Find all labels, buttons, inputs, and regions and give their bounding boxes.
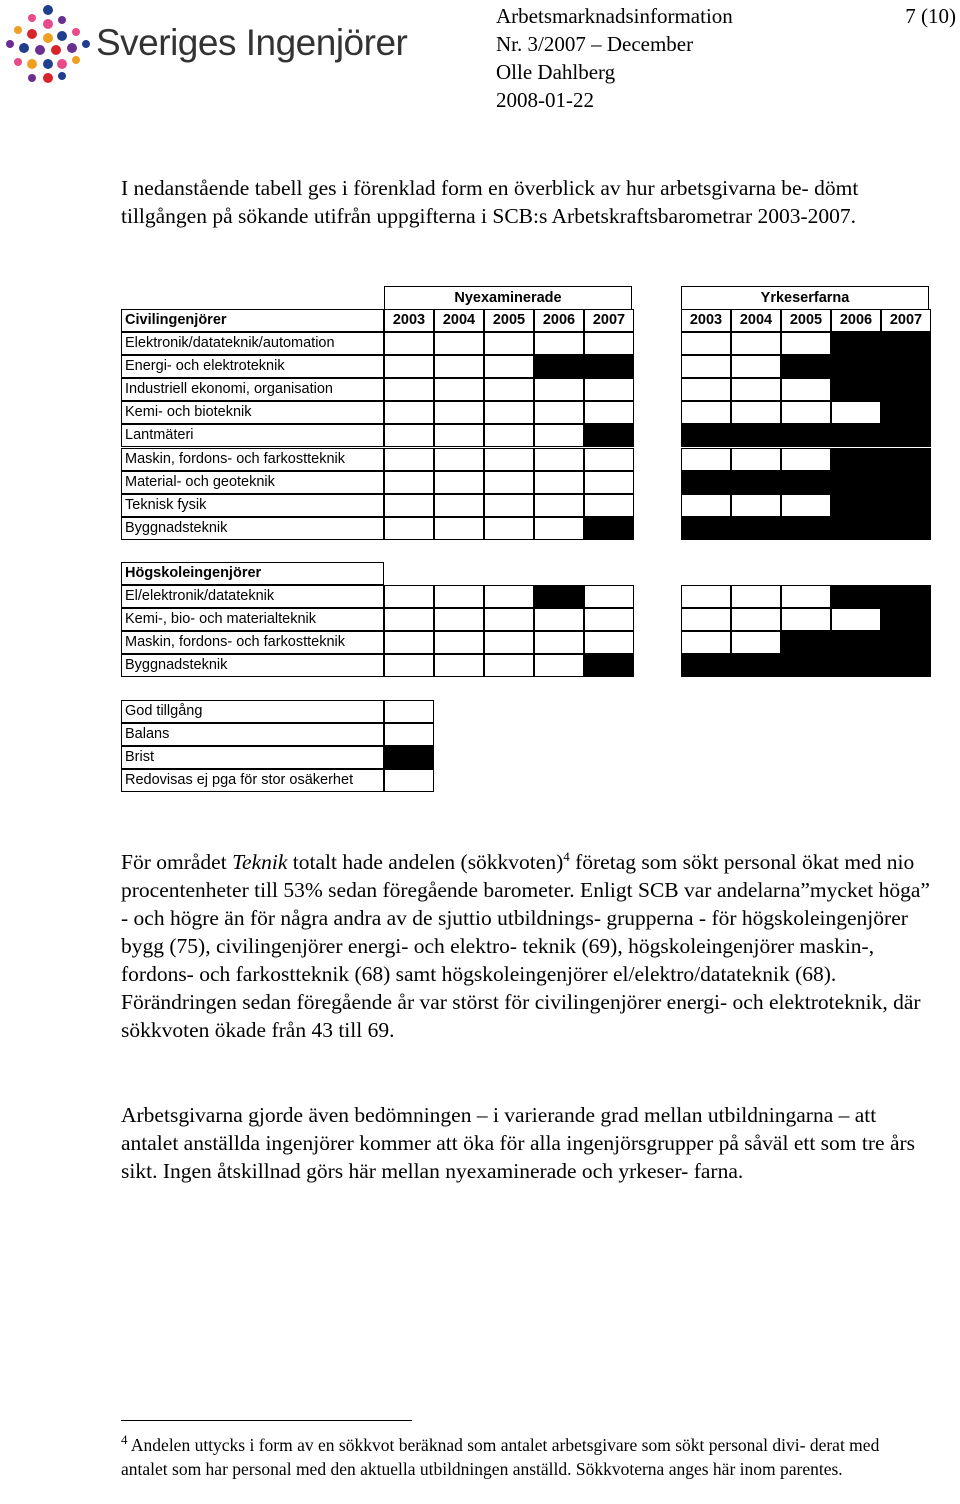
- status-cell-experienced: [731, 608, 781, 631]
- logo-text: Sveriges Ingenjörer: [96, 22, 408, 63]
- status-cell-experienced: [681, 654, 731, 677]
- status-cell-experienced: [831, 608, 881, 631]
- status-cell-new: [484, 585, 534, 608]
- status-cell-new: [584, 471, 634, 494]
- status-cell-new: [584, 401, 634, 424]
- page-number: 7 (10): [905, 4, 956, 28]
- status-cell-experienced: [731, 654, 781, 677]
- status-cell-new: [384, 769, 434, 792]
- intro-paragraph: I nedanstående tabell ges i förenklad form en överblick av hur arbetsgivarna be- dömt tillgången på sökande utifrån uppgifterna i SCB:s Arbetskraftsbarometrar 2003-2007.: [121, 176, 859, 228]
- group-header-experienced: Yrkeserfarna: [681, 286, 929, 310]
- status-cell-new: [384, 631, 434, 654]
- status-cell-new: [584, 494, 634, 517]
- status-cell-experienced: [731, 471, 781, 494]
- status-cell-experienced: [831, 448, 881, 471]
- status-cell-experienced: [881, 401, 931, 424]
- footnote-divider: [121, 1420, 412, 1421]
- status-cell-new: 2007: [584, 309, 634, 332]
- status-cell-experienced: [781, 355, 831, 378]
- status-cell-experienced: [681, 401, 731, 424]
- status-cell-experienced: [681, 332, 731, 355]
- status-cell-new: [434, 471, 484, 494]
- status-cell-new: [484, 332, 534, 355]
- status-cell-new: [384, 700, 434, 723]
- status-cell-new: [534, 654, 584, 677]
- status-cell-new: [384, 517, 434, 540]
- status-cell-experienced: [681, 494, 731, 517]
- status-cell-new: [584, 332, 634, 355]
- logo-dots-icon: [4, 2, 96, 86]
- status-cell-experienced: 2006: [831, 309, 881, 332]
- status-cell-experienced: [881, 631, 931, 654]
- status-cell-experienced: [681, 448, 731, 471]
- status-cell-experienced: [831, 585, 881, 608]
- status-cell-experienced: [731, 448, 781, 471]
- status-cell-experienced: [831, 401, 881, 424]
- status-cell-new: [434, 332, 484, 355]
- status-cell-new: [434, 401, 484, 424]
- status-cell-experienced: [681, 424, 731, 447]
- status-cell-new: [484, 448, 534, 471]
- status-cell-experienced: [881, 355, 931, 378]
- status-cell-new: [384, 332, 434, 355]
- status-cell-new: [534, 494, 584, 517]
- status-cell-new: [584, 378, 634, 401]
- meta-author: Olle Dahlberg: [496, 60, 616, 84]
- footnote-text: Andelen uttycks i form av en sökkvot beräknad som antalet arbetsgivare som sökt personal divi- derat med antalet som har personal med den aktuella utbildningen anställd. Sökkvoterna anges här inom parentes.: [121, 1435, 880, 1479]
- status-cell-new: [584, 585, 634, 608]
- status-cell-experienced: [881, 448, 931, 471]
- status-cell-experienced: [881, 494, 931, 517]
- status-cell-new: [434, 494, 484, 517]
- status-cell-new: [384, 424, 434, 447]
- status-cell-experienced: [831, 631, 881, 654]
- status-cell-experienced: [781, 585, 831, 608]
- document-meta: [496, 2, 733, 114]
- status-cell-new: [434, 378, 484, 401]
- status-cell-experienced: [881, 654, 931, 677]
- status-cell-experienced: [681, 355, 731, 378]
- status-cell-experienced: [731, 355, 781, 378]
- status-cell-experienced: [881, 378, 931, 401]
- status-cell-new: [384, 608, 434, 631]
- row-label: Högskoleingenjörer: [121, 562, 384, 585]
- status-cell-new: [484, 654, 534, 677]
- status-cell-new: [534, 448, 584, 471]
- status-cell-experienced: [831, 378, 881, 401]
- status-cell-experienced: [881, 608, 931, 631]
- status-cell-new: [484, 631, 534, 654]
- status-cell-new: [434, 608, 484, 631]
- status-cell-experienced: 2003: [681, 309, 731, 332]
- status-cell-new: [434, 517, 484, 540]
- status-cell-new: [484, 424, 534, 447]
- status-cell-new: [484, 401, 534, 424]
- status-cell-new: [484, 471, 534, 494]
- status-cell-experienced: [781, 448, 831, 471]
- status-cell-experienced: [781, 631, 831, 654]
- status-cell-experienced: [831, 654, 881, 677]
- status-cell-new: [384, 723, 434, 746]
- row-label: Civilingenjörer: [121, 309, 384, 332]
- status-cell-new: [384, 746, 434, 769]
- status-cell-new: [484, 494, 534, 517]
- status-cell-experienced: [781, 654, 831, 677]
- status-cell-new: [584, 448, 634, 471]
- status-cell-experienced: [831, 471, 881, 494]
- status-cell-experienced: [881, 471, 931, 494]
- logo: [4, 2, 408, 86]
- status-cell-new: [534, 608, 584, 631]
- status-cell-new: [384, 448, 434, 471]
- status-cell-experienced: [681, 608, 731, 631]
- status-cell-new: [484, 608, 534, 631]
- status-cell-experienced: [881, 332, 931, 355]
- status-cell-new: [534, 585, 584, 608]
- row-label: God tillgång: [121, 700, 384, 723]
- status-cell-experienced: [831, 494, 881, 517]
- row-label: Teknisk fysik: [121, 494, 384, 517]
- status-cell-new: [584, 517, 634, 540]
- status-cell-new: [584, 355, 634, 378]
- status-cell-experienced: [781, 401, 831, 424]
- status-cell-experienced: [731, 378, 781, 401]
- status-cell-experienced: [731, 494, 781, 517]
- status-cell-new: 2006: [534, 309, 584, 332]
- status-cell-experienced: [781, 517, 831, 540]
- status-cell-experienced: [831, 424, 881, 447]
- row-label: Kemi- och bioteknik: [121, 401, 384, 424]
- status-cell-experienced: [681, 378, 731, 401]
- status-cell-new: [534, 424, 584, 447]
- row-label: Brist: [121, 746, 384, 769]
- status-cell-experienced: [831, 355, 881, 378]
- status-cell-experienced: [781, 332, 831, 355]
- status-cell-experienced: [681, 631, 731, 654]
- status-cell-new: [434, 424, 484, 447]
- row-label: Balans: [121, 723, 384, 746]
- row-label: Byggnadsteknik: [121, 517, 384, 540]
- status-cell-experienced: [731, 401, 781, 424]
- para2-a: För området: [121, 850, 233, 874]
- status-cell-new: [384, 378, 434, 401]
- status-cell-new: [584, 424, 634, 447]
- status-cell-experienced: [681, 471, 731, 494]
- status-cell-new: [384, 471, 434, 494]
- status-cell-new: [434, 585, 484, 608]
- status-cell-experienced: [731, 424, 781, 447]
- status-cell-experienced: [781, 424, 831, 447]
- status-cell-experienced: [781, 471, 831, 494]
- status-cell-experienced: [881, 585, 931, 608]
- status-cell-new: [434, 631, 484, 654]
- status-cell-new: [484, 378, 534, 401]
- status-cell-new: [484, 355, 534, 378]
- meta-publication: Arbetsmarknadsinformation: [496, 4, 733, 28]
- status-cell-new: [534, 471, 584, 494]
- para2-c: företag som sökt personal ökat med nio procentenheter till 53% sedan föregående barometer. Enligt SCB var andelarna”mycket höga” - och högre än för några andra av de sjuttio utbildnings- grupperna - för högskoleingenjörer bygg (75), civilingenjörer energi- och elektro- teknik (69), högskoleingenjörer maskin-, fordons- och farkostteknik (68) samt högskoleingenjörer el/elektro/datateknik (68). Förändringen sedan föregående år var störst för civilingenjörer energi- och elektroteknik, där sökkvoten ökade från 43 till 69.: [121, 850, 930, 1042]
- status-cell-new: [534, 332, 584, 355]
- status-cell-new: [584, 631, 634, 654]
- status-cell-experienced: [681, 585, 731, 608]
- meta-date: 2008-01-22: [496, 88, 594, 112]
- footnote-ref[interactable]: 4: [563, 848, 570, 864]
- status-cell-new: [534, 631, 584, 654]
- footnote-number: 4: [121, 1432, 128, 1448]
- status-cell-new: [534, 378, 584, 401]
- status-cell-experienced: [731, 631, 781, 654]
- status-cell-experienced: [781, 608, 831, 631]
- row-label: Material- och geoteknik: [121, 471, 384, 494]
- status-cell-new: [584, 608, 634, 631]
- status-cell-new: 2004: [434, 309, 484, 332]
- status-cell-experienced: 2005: [781, 309, 831, 332]
- status-cell-experienced: [731, 332, 781, 355]
- row-label: Industriell ekonomi, organisation: [121, 378, 384, 401]
- status-cell-new: [534, 355, 584, 378]
- footnote: [121, 1433, 921, 1481]
- status-cell-new: [434, 448, 484, 471]
- para2-italic: Teknik: [232, 850, 288, 874]
- status-cell-new: [384, 355, 434, 378]
- status-cell-experienced: [831, 517, 881, 540]
- status-cell-new: [384, 654, 434, 677]
- status-cell-new: [484, 517, 534, 540]
- para2-b: totalt hade andelen (sökkvoten): [287, 850, 564, 874]
- status-cell-experienced: [731, 585, 781, 608]
- status-cell-new: [434, 355, 484, 378]
- row-label: Energi- och elektroteknik: [121, 355, 384, 378]
- row-label: Redovisas ej pga för stor osäkerhet: [121, 769, 384, 792]
- status-cell-new: [384, 494, 434, 517]
- row-label: Elektronik/datateknik/automation: [121, 332, 384, 355]
- status-cell-experienced: [831, 332, 881, 355]
- status-cell-new: 2003: [384, 309, 434, 332]
- status-cell-new: [534, 517, 584, 540]
- status-cell-experienced: 2007: [881, 309, 931, 332]
- status-cell-experienced: [781, 378, 831, 401]
- row-label: Maskin, fordons- och farkostteknik: [121, 448, 384, 471]
- status-cell-new: [534, 401, 584, 424]
- status-cell-experienced: 2004: [731, 309, 781, 332]
- row-label: Maskin, fordons- och farkostteknik: [121, 631, 384, 654]
- row-label: Byggnadsteknik: [121, 654, 384, 677]
- status-cell-new: 2005: [484, 309, 534, 332]
- analysis-paragraph: [121, 848, 931, 1044]
- row-label: Kemi-, bio- och materialteknik: [121, 608, 384, 631]
- status-cell-new: [584, 654, 634, 677]
- status-cell-experienced: [731, 517, 781, 540]
- group-header-new: Nyexaminerade: [384, 286, 632, 310]
- status-cell-new: [384, 585, 434, 608]
- row-label: El/elektronik/datateknik: [121, 585, 384, 608]
- forecast-paragraph: Arbetsgivarna gjorde även bedömningen – i varierande grad mellan utbildningarna – att antalet anställda ingenjörer kommer att öka för alla ingenjörsgrupper på såväl ett som tre års sikt. Ingen åtskillnad görs här mellan nyexaminerade och yrkeser- farna.: [121, 1103, 916, 1183]
- status-cell-experienced: [881, 424, 931, 447]
- status-cell-new: [384, 401, 434, 424]
- status-cell-experienced: [881, 517, 931, 540]
- status-cell-new: [434, 654, 484, 677]
- status-cell-experienced: [681, 517, 731, 540]
- row-label: Lantmäteri: [121, 424, 384, 447]
- status-cell-experienced: [781, 494, 831, 517]
- meta-issue: Nr. 3/2007 – December: [496, 32, 694, 56]
